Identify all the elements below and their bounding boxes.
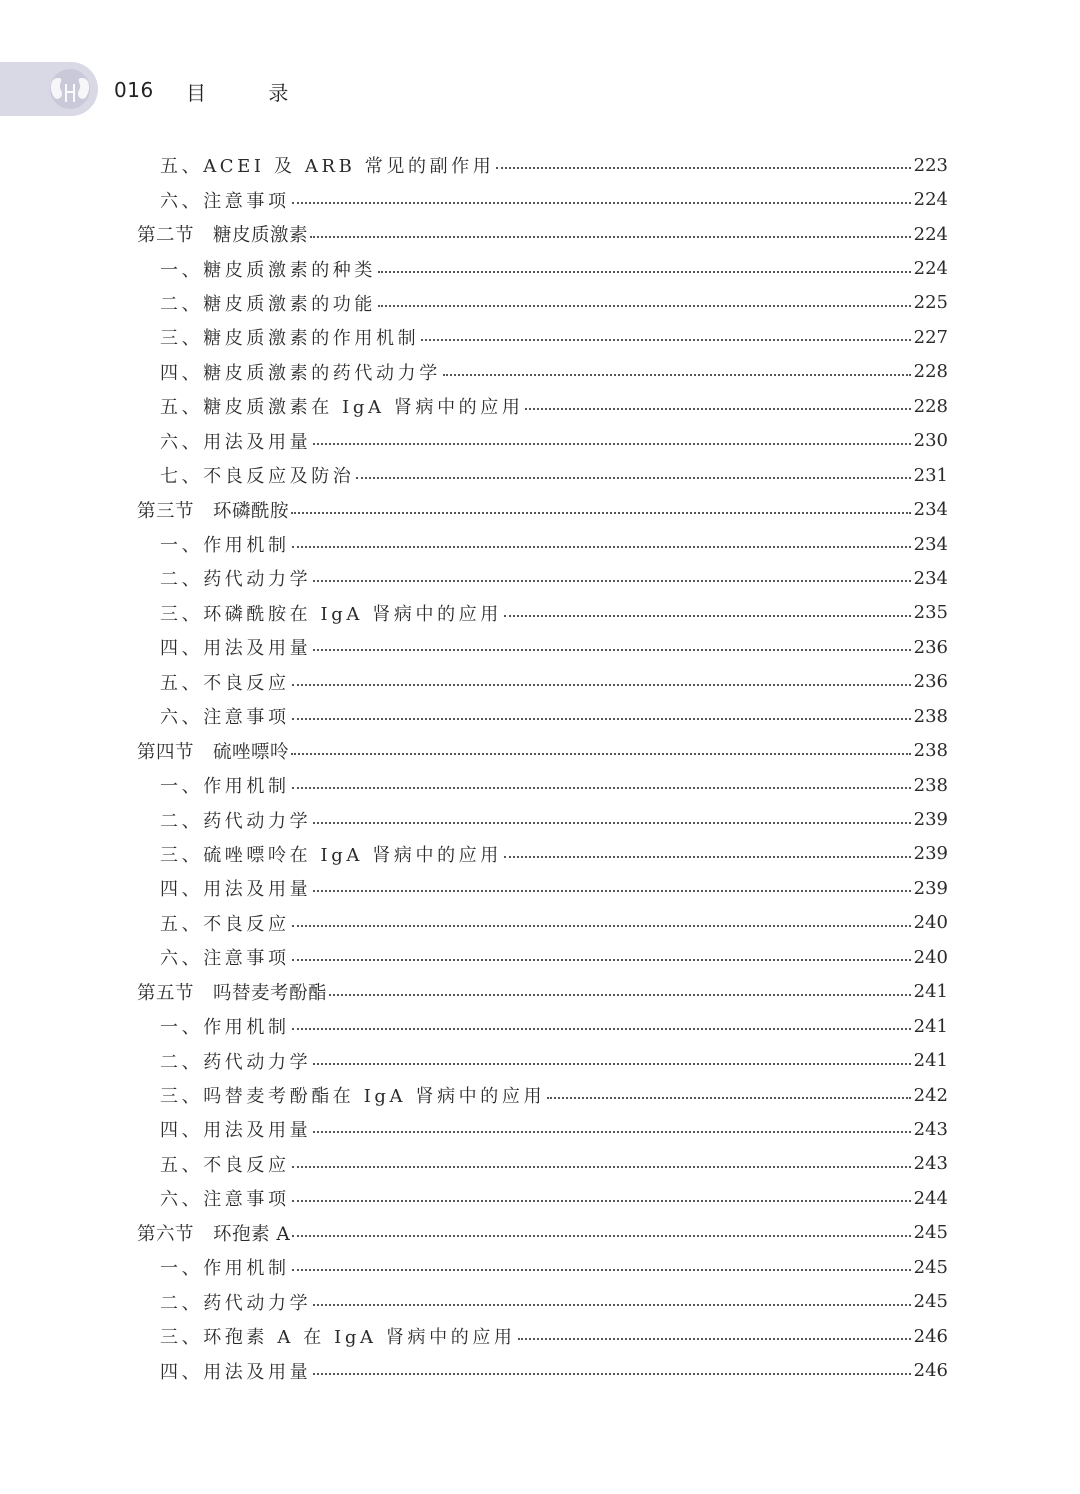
toc-entry-page: 236 xyxy=(913,636,948,658)
toc-entry[interactable] xyxy=(0,871,1080,905)
toc-entry-page: 243 xyxy=(913,1118,948,1140)
toc-leader-dots xyxy=(313,1373,910,1375)
toc-entry[interactable] xyxy=(0,1319,1080,1353)
toc-entry[interactable] xyxy=(0,1078,1080,1112)
toc-entry[interactable] xyxy=(0,355,1080,389)
toc-section-entry[interactable] xyxy=(0,975,1080,1009)
toc-entry[interactable] xyxy=(0,768,1080,802)
toc-entry-page: 245 xyxy=(913,1256,948,1278)
toc-section-entry[interactable] xyxy=(0,733,1080,767)
toc-leader-dots xyxy=(292,202,911,204)
toc-entry-page: 224 xyxy=(913,223,948,245)
toc-leader-dots xyxy=(292,1028,911,1030)
toc-leader-dots xyxy=(525,408,910,410)
toc-entry-label: 第二节 糖皮质激素 xyxy=(137,225,309,247)
toc-entry-page: 234 xyxy=(913,567,948,589)
toc-entry[interactable] xyxy=(0,630,1080,664)
toc-leader-dots xyxy=(356,477,910,479)
toc-entry[interactable] xyxy=(0,424,1080,458)
toc-leader-dots xyxy=(292,1200,911,1202)
toc-entry-page: 224 xyxy=(913,189,948,211)
toc-entry-label: 五、ACEI 及 ARB 常见的副作用 xyxy=(160,156,495,178)
toc-entry-label: 一、作用机制 xyxy=(160,1258,290,1280)
toc-section-entry[interactable] xyxy=(0,217,1080,251)
toc-entry-page: 234 xyxy=(913,499,948,521)
toc-leader-dots xyxy=(310,236,911,238)
toc-entry-label: 七、不良反应及防治 xyxy=(160,466,355,488)
toc-entry-page: 244 xyxy=(913,1187,948,1209)
toc-leader-dots xyxy=(421,339,910,341)
toc-entry[interactable] xyxy=(0,148,1080,182)
toc-entry-page: 235 xyxy=(913,602,948,624)
toc-entry-label: 二、药代动力学 xyxy=(160,1051,312,1073)
toc-leader-dots xyxy=(292,546,911,548)
kidney-emblem-icon xyxy=(44,68,94,110)
toc-leader-dots xyxy=(292,1235,910,1237)
toc-entry[interactable] xyxy=(0,389,1080,423)
toc-entry[interactable] xyxy=(0,940,1080,974)
toc-leader-dots xyxy=(292,925,911,927)
toc-leader-dots xyxy=(504,856,911,858)
toc-leader-dots xyxy=(443,374,911,376)
toc-entry[interactable] xyxy=(0,561,1080,595)
toc-entry-page: 241 xyxy=(913,1050,948,1072)
toc-entry-label: 第五节 吗替麦考酚酯 xyxy=(137,982,328,1004)
page-title: 目 录 xyxy=(186,81,317,105)
toc-entry-label: 六、注意事项 xyxy=(160,707,290,729)
toc-entry-page: 224 xyxy=(913,258,948,280)
toc-entry-page: 243 xyxy=(913,1153,948,1175)
toc-entry-page: 239 xyxy=(913,843,948,865)
toc-leader-dots xyxy=(291,753,911,755)
toc-entry-page: 240 xyxy=(913,946,948,968)
toc-entry-label: 四、用法及用量 xyxy=(160,1361,312,1383)
toc-leader-dots xyxy=(313,1063,910,1065)
toc-entry[interactable] xyxy=(0,802,1080,836)
toc-leader-dots xyxy=(292,787,911,789)
toc-entry-page: 225 xyxy=(913,292,948,314)
toc-entry-label: 四、糖皮质激素的药代动力学 xyxy=(160,362,441,384)
toc-entry[interactable] xyxy=(0,286,1080,320)
toc-entry-label: 四、用法及用量 xyxy=(160,879,312,901)
toc-leader-dots xyxy=(313,443,910,445)
toc-entry-page: 241 xyxy=(913,981,948,1003)
toc-leader-dots xyxy=(292,718,911,720)
toc-entry-page: 230 xyxy=(913,430,948,452)
toc-entry[interactable] xyxy=(0,182,1080,216)
toc-entry[interactable] xyxy=(0,458,1080,492)
toc-leader-dots xyxy=(292,959,911,961)
toc-entry[interactable] xyxy=(0,837,1080,871)
toc-entry[interactable] xyxy=(0,527,1080,561)
toc-entry[interactable] xyxy=(0,320,1080,354)
toc-entry[interactable] xyxy=(0,1112,1080,1146)
toc-entry-label: 三、环孢素 A 在 IgA 肾病中的应用 xyxy=(160,1327,516,1349)
toc-entry-page: 241 xyxy=(913,1015,948,1037)
toc-entry[interactable] xyxy=(0,1284,1080,1318)
toc-leader-dots xyxy=(291,512,911,514)
toc-leader-dots xyxy=(313,580,910,582)
toc-entry-label: 第六节 环孢素 A xyxy=(137,1223,291,1245)
toc-leader-dots xyxy=(496,167,910,169)
toc-entry-label: 三、硫唑嘌呤在 IgA 肾病中的应用 xyxy=(160,844,502,866)
toc-entry-page: 234 xyxy=(913,533,948,555)
toc-entry[interactable] xyxy=(0,1043,1080,1077)
toc-entry-page: 227 xyxy=(913,326,948,348)
toc-entry-page: 238 xyxy=(913,740,948,762)
toc-entry-label: 五、不良反应 xyxy=(160,672,290,694)
toc-leader-dots xyxy=(313,1131,910,1133)
table-of-contents xyxy=(0,148,1080,1388)
toc-leader-dots xyxy=(504,615,911,617)
toc-entry-label: 五、糖皮质激素在 IgA 肾病中的应用 xyxy=(160,397,524,419)
toc-leader-dots xyxy=(329,994,911,996)
toc-leader-dots xyxy=(313,822,910,824)
toc-entry-label: 五、不良反应 xyxy=(160,913,290,935)
toc-entry-page: 228 xyxy=(913,361,948,383)
toc-entry-page: 239 xyxy=(913,877,948,899)
page-number: 016 xyxy=(114,78,154,102)
toc-entry-label: 六、注意事项 xyxy=(160,1189,290,1211)
toc-entry[interactable] xyxy=(0,1147,1080,1181)
toc-leader-dots xyxy=(313,649,910,651)
toc-entry-page: 239 xyxy=(913,809,948,831)
toc-leader-dots xyxy=(378,305,911,307)
toc-entry-label: 五、不良反应 xyxy=(160,1154,290,1176)
toc-entry-label: 二、糖皮质激素的功能 xyxy=(160,293,376,315)
toc-leader-dots xyxy=(292,1166,911,1168)
toc-entry-label: 一、糖皮质激素的种类 xyxy=(160,259,376,281)
toc-entry-label: 一、作用机制 xyxy=(160,776,290,798)
toc-leader-dots xyxy=(313,890,910,892)
toc-entry-label: 一、作用机制 xyxy=(160,535,290,557)
toc-entry-page: 240 xyxy=(913,912,948,934)
toc-entry-label: 三、糖皮质激素的作用机制 xyxy=(160,328,420,350)
toc-leader-dots xyxy=(292,1269,911,1271)
toc-entry-page: 246 xyxy=(913,1325,948,1347)
toc-entry[interactable] xyxy=(0,699,1080,733)
toc-entry[interactable] xyxy=(0,251,1080,285)
toc-leader-dots xyxy=(378,271,911,273)
toc-entry-label: 第四节 硫唑嘌呤 xyxy=(137,741,290,763)
toc-entry-page: 245 xyxy=(913,1222,948,1244)
toc-entry-page: 246 xyxy=(913,1360,948,1382)
toc-leader-dots xyxy=(518,1338,911,1340)
toc-entry[interactable] xyxy=(0,596,1080,630)
toc-entry-page: 245 xyxy=(913,1291,948,1313)
toc-entry-page: 223 xyxy=(913,154,948,176)
toc-entry-label: 六、注意事项 xyxy=(160,948,290,970)
toc-entry-label: 三、吗替麦考酚酯在 IgA 肾病中的应用 xyxy=(160,1086,546,1108)
toc-entry[interactable] xyxy=(0,1353,1080,1387)
toc-entry-label: 一、作用机制 xyxy=(160,1017,290,1039)
toc-section-entry[interactable] xyxy=(0,492,1080,526)
toc-entry[interactable] xyxy=(0,1009,1080,1043)
toc-entry-page: 242 xyxy=(913,1084,948,1106)
toc-entry-label: 三、环磷酰胺在 IgA 肾病中的应用 xyxy=(160,603,502,625)
toc-entry-label: 第三节 环磷酰胺 xyxy=(137,500,290,522)
toc-entry-page: 238 xyxy=(913,774,948,796)
toc-entry-label: 六、注意事项 xyxy=(160,190,290,212)
toc-entry-page: 228 xyxy=(913,395,948,417)
toc-section-entry[interactable] xyxy=(0,1216,1080,1250)
toc-entry[interactable] xyxy=(0,1181,1080,1215)
toc-entry-label: 二、药代动力学 xyxy=(160,810,312,832)
toc-entry[interactable] xyxy=(0,1250,1080,1284)
toc-leader-dots xyxy=(292,684,911,686)
toc-leader-dots xyxy=(547,1097,911,1099)
toc-entry-page: 231 xyxy=(913,464,948,486)
toc-entry-label: 二、药代动力学 xyxy=(160,1292,312,1314)
toc-entry-label: 四、用法及用量 xyxy=(160,1120,312,1142)
toc-entry-label: 六、用法及用量 xyxy=(160,431,312,453)
toc-entry-page: 238 xyxy=(913,705,948,727)
toc-entry[interactable] xyxy=(0,665,1080,699)
toc-entry-page: 236 xyxy=(913,671,948,693)
toc-leader-dots xyxy=(313,1304,910,1306)
toc-entry-label: 二、药代动力学 xyxy=(160,569,312,591)
toc-entry-label: 四、用法及用量 xyxy=(160,638,312,660)
toc-entry[interactable] xyxy=(0,906,1080,940)
